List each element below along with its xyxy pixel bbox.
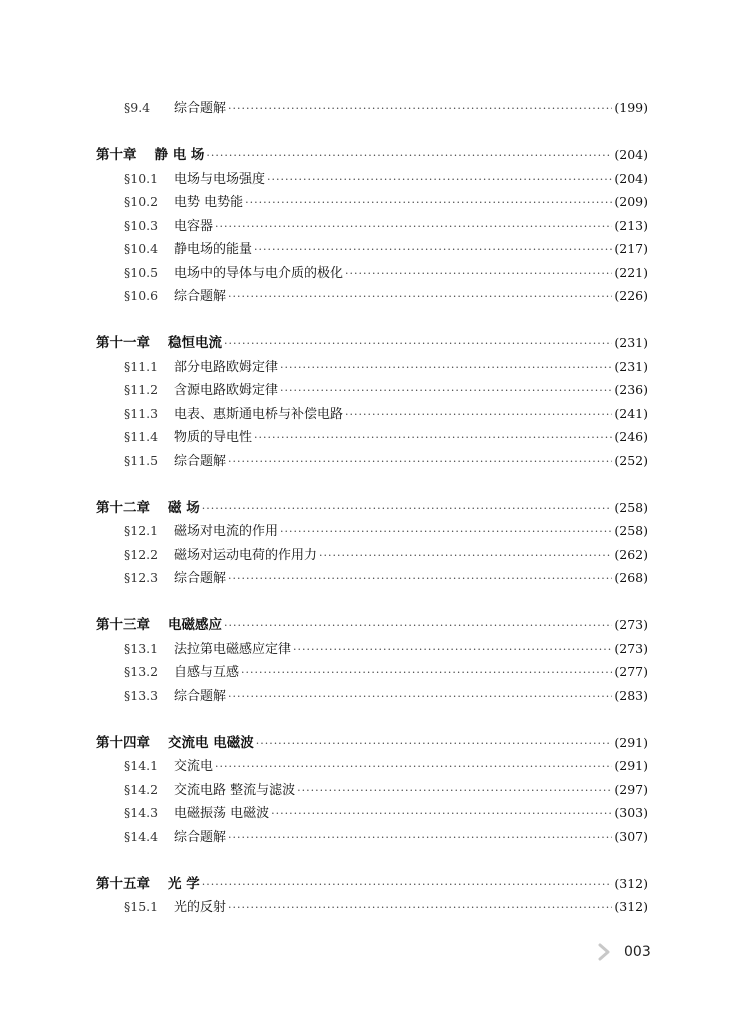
dot-leader	[241, 661, 612, 685]
entry-page: (217)	[614, 241, 648, 256]
dot-leader	[228, 567, 612, 591]
entry-page: (204)	[614, 170, 648, 186]
section-gap	[96, 472, 648, 496]
entry-number: §10.3	[124, 217, 159, 233]
dot-leader	[228, 896, 612, 920]
entry-page: (258)	[614, 523, 648, 538]
dot-leader	[271, 802, 612, 826]
toc-chapter-entry[interactable]	[96, 496, 648, 520]
dot-leader	[215, 215, 612, 239]
dot-leader	[280, 356, 612, 380]
entry-title: 电场与电场强度	[174, 171, 266, 187]
entry-page: (226)	[614, 288, 648, 303]
toc-section-entry[interactable]	[96, 519, 648, 543]
entry-title: 光 学	[168, 875, 200, 892]
entry-page: (303)	[614, 805, 648, 820]
entry-page: (246)	[614, 429, 648, 444]
chevron-right-icon	[594, 942, 614, 962]
dot-leader	[293, 638, 612, 662]
entry-page: (312)	[614, 875, 648, 891]
section-gap	[96, 848, 648, 872]
entry-title: 电表、惠斯通电桥与补偿电路	[174, 406, 344, 422]
entry-number: §13.1	[124, 640, 159, 656]
dot-leader	[202, 873, 613, 897]
toc-chapter-entry[interactable]	[96, 731, 648, 755]
dot-leader	[280, 379, 612, 403]
entry-title: 电场中的导体与电介质的极化	[174, 265, 344, 281]
entry-title: 静 电 场	[154, 147, 205, 163]
entry-title: 磁场对电流的作用	[174, 524, 279, 539]
toc-section-entry[interactable]	[96, 566, 648, 590]
entry-number: 第十四章	[96, 734, 150, 751]
entry-page: (291)	[614, 758, 648, 773]
entry-number: §10.6	[124, 288, 159, 303]
entry-title: 综合题解	[174, 101, 227, 116]
toc-chapter-entry[interactable]	[96, 872, 648, 896]
dot-leader	[228, 685, 612, 709]
dot-leader	[202, 497, 613, 521]
toc-section-entry[interactable]	[96, 425, 648, 449]
toc-section-entry[interactable]	[96, 261, 648, 285]
entry-page: (213)	[614, 217, 648, 233]
entry-page: (312)	[614, 899, 648, 914]
entry-number: §11.4	[124, 429, 159, 444]
dot-leader	[224, 614, 612, 638]
dot-leader	[215, 755, 612, 779]
entry-title: 综合题解	[174, 289, 227, 304]
entry-page: (231)	[614, 335, 648, 350]
entry-title: 含源电路欧姆定律	[174, 383, 279, 398]
toc-section-entry[interactable]	[96, 778, 648, 802]
table-of-contents	[96, 96, 648, 919]
entry-number: 第十五章	[96, 875, 150, 892]
entry-number: §10.5	[124, 264, 159, 280]
entry-page: (277)	[614, 664, 648, 679]
toc-chapter-entry[interactable]	[96, 143, 648, 167]
entry-title: 自感与互感	[174, 665, 240, 680]
dot-leader	[228, 97, 612, 121]
entry-title: 交流电 电磁波	[168, 734, 254, 751]
entry-page: (236)	[614, 382, 648, 397]
entry-number: §11.2	[124, 382, 159, 397]
entry-title: 综合题解	[174, 688, 227, 704]
dot-leader	[256, 732, 613, 756]
entry-number: 第十二章	[96, 499, 150, 516]
entry-page: (241)	[614, 405, 648, 421]
dot-leader	[224, 332, 612, 356]
dot-leader	[345, 262, 612, 286]
dot-leader	[345, 403, 612, 427]
entry-title: 交流电路 整流与滤波	[174, 782, 296, 798]
page-footer	[594, 940, 651, 964]
entry-number: §12.3	[124, 570, 159, 585]
entry-title: 电势 电势能	[174, 195, 244, 210]
dot-leader	[267, 168, 612, 192]
dot-leader	[228, 285, 612, 309]
section-gap	[96, 120, 648, 144]
entry-number: §12.2	[124, 546, 159, 562]
entry-page: (258)	[614, 499, 648, 515]
entry-title: 物质的导电性	[174, 430, 253, 445]
toc-section-entry[interactable]	[96, 801, 648, 825]
entry-number: §11.5	[124, 452, 159, 468]
entry-page: (221)	[614, 264, 648, 280]
entry-page: (297)	[614, 781, 648, 797]
toc-section-entry[interactable]	[96, 214, 648, 238]
entry-title: 电容器	[174, 218, 214, 234]
entry-title: 部分电路欧姆定律	[174, 359, 279, 375]
toc-section-entry[interactable]	[96, 378, 648, 402]
entry-number: 第十三章	[96, 617, 150, 633]
entry-number: 第十一章	[96, 335, 150, 351]
entry-number: §11.1	[124, 358, 159, 374]
entry-page: (209)	[614, 194, 648, 209]
toc-section-entry[interactable]	[96, 402, 648, 426]
toc-section-entry[interactable]	[96, 684, 648, 708]
entry-number: §14.4	[124, 828, 159, 844]
toc-section-entry[interactable]	[96, 637, 648, 661]
entry-number: 第十章	[96, 147, 137, 163]
entry-title: 光的反射	[174, 900, 227, 915]
entry-number: §15.1	[124, 899, 159, 914]
toc-section-entry[interactable]	[96, 237, 648, 261]
entry-page: (273)	[614, 617, 648, 632]
dot-leader	[254, 238, 612, 262]
entry-number: §14.3	[124, 805, 159, 820]
entry-page: (252)	[614, 452, 648, 468]
entry-page: (268)	[614, 570, 648, 585]
entry-number: §11.3	[124, 405, 159, 421]
entry-number: §12.1	[124, 523, 159, 538]
section-gap	[96, 707, 648, 731]
dot-leader	[228, 450, 612, 474]
entry-number: §13.2	[124, 664, 159, 679]
entry-title: 法拉第电磁感应定律	[174, 641, 292, 657]
toc-section-entry[interactable]	[96, 96, 648, 120]
entry-title: 交流电	[174, 759, 214, 774]
toc-section-entry[interactable]	[96, 449, 648, 473]
entry-page: (262)	[614, 546, 648, 562]
toc-section-entry[interactable]	[96, 543, 648, 567]
entry-title: 磁 场	[168, 499, 200, 516]
entry-title: 综合题解	[174, 571, 227, 586]
dot-leader	[297, 779, 612, 803]
toc-chapter-entry[interactable]	[96, 331, 648, 355]
entry-title: 稳恒电流	[168, 335, 222, 351]
toc-section-entry[interactable]	[96, 825, 648, 849]
section-gap	[96, 590, 648, 614]
dot-leader	[228, 826, 612, 850]
toc-section-entry[interactable]	[96, 284, 648, 308]
entry-title: 磁场对运动电荷的作用力	[174, 547, 318, 563]
entry-page: (273)	[614, 640, 648, 656]
toc-section-entry[interactable]	[96, 190, 648, 214]
entry-number: §14.2	[124, 781, 159, 797]
entry-title: 静电场的能量	[174, 242, 253, 257]
entry-title: 综合题解	[174, 453, 227, 469]
entry-number: §10.2	[124, 194, 159, 209]
entry-page: (291)	[614, 734, 648, 750]
toc-chapter-entry[interactable]	[96, 613, 648, 637]
toc-section-entry[interactable]	[96, 754, 648, 778]
dot-leader	[254, 426, 612, 450]
toc-section-entry[interactable]	[96, 167, 648, 191]
entry-title: 电磁振荡 电磁波	[174, 806, 270, 821]
entry-title: 电磁感应	[168, 617, 222, 633]
dot-leader	[319, 544, 612, 568]
entry-number: §14.1	[124, 758, 159, 773]
toc-section-entry[interactable]	[96, 660, 648, 684]
section-gap	[96, 308, 648, 332]
entry-page: (307)	[614, 828, 648, 844]
entry-page: (199)	[614, 100, 648, 115]
entry-number: §13.3	[124, 687, 159, 703]
entry-number: §10.1	[124, 170, 159, 186]
toc-section-entry[interactable]	[96, 355, 648, 379]
page-number: 003	[624, 944, 651, 960]
entry-number: §9.4	[124, 100, 151, 115]
toc-section-entry[interactable]	[96, 895, 648, 919]
dot-leader	[280, 520, 612, 544]
entry-page: (283)	[614, 687, 648, 703]
dot-leader	[206, 144, 612, 168]
entry-title: 综合题解	[174, 829, 227, 845]
entry-number: §10.4	[124, 241, 159, 256]
dot-leader	[245, 191, 612, 215]
entry-page: (231)	[614, 358, 648, 374]
entry-page: (204)	[614, 147, 648, 162]
